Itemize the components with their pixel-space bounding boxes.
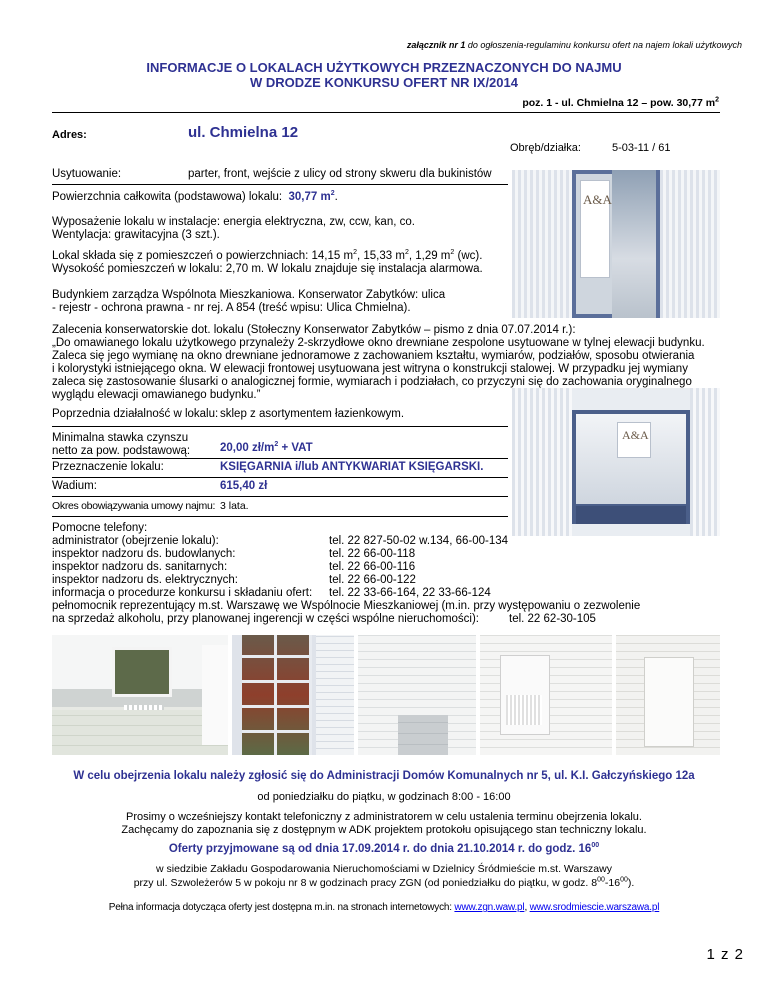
building-block xyxy=(52,289,445,315)
offers-line1: w siedzibie Zakładu Gospodarowania Nieruchomościami w Dzielnicy Śródmieście m.st. Warszawy xyxy=(156,863,612,875)
equipment-block xyxy=(52,216,415,242)
window-display-photo xyxy=(512,388,720,536)
phone-row: informacja o procedurze konkursu i składaniu ofert: tel. 22 33-66-164, 22 33-66-124 xyxy=(52,587,491,599)
location-value: parter, front, wejście z ulicy od strony skweru dla bukinistów xyxy=(188,168,492,180)
conservation-line6: wyglądu elewacji omawianego budynku.” xyxy=(52,389,261,401)
parcel-label: Obręb/działka: xyxy=(510,142,581,154)
prev-rule xyxy=(52,426,508,427)
top-rule xyxy=(52,112,720,113)
offers-line2: przy ul. Szwoleżerów 5 w pokoju nr 8 w godzinach pracy ZGN (od poniedziałku do piątku, w godz. $8^{00}-16^{00}$). xyxy=(133,876,635,889)
position-text: poz. 1 - ul. Chmielna 12 – pow. 30,77 m xyxy=(522,97,716,109)
interior-photo-5 xyxy=(616,635,720,755)
purpose-label: Przeznaczenie lokalu: xyxy=(52,461,164,473)
representative-line1: pełnomocnik reprezentujący m.st. Warszawę we Wspólnocie Mieszkaniowej (m.in. przy występowaniu o zezwolenie xyxy=(52,600,641,612)
equipment-line2: Wentylacja: grawitacyjna (3 szt.). xyxy=(52,229,220,241)
viewing-contact: Prosimy o wcześniejszy kontakt telefoniczny z administratorem w celu ustalenia terminu obejrzenia lokalu. Zachęcamy do zapoznania się z dostępnym w ADK projektem protokołu opisującego stan techniczny lokalu. xyxy=(121,811,647,836)
conservation-line2: „Do omawianego lokalu użytkowego przynależy 2-skrzydłowe okno drewniane zespolone usytuowane w tylnej elewacji budynku. xyxy=(52,337,705,349)
header-note xyxy=(0,40,742,50)
interior-photo-2 xyxy=(232,635,354,755)
area-value: 30,77 $m^2$ xyxy=(288,190,335,203)
purpose-value: KSIĘGARNIA i/lub ANTYKWARIAT KSIĘGARSKI. xyxy=(220,461,484,473)
page-title-line2: W DRODZE KONKURSU OFERT NR IX/2014 xyxy=(250,75,518,90)
phone-row: inspektor nadzoru ds. sanitarnych: tel. 22 66-00-116 xyxy=(52,561,416,573)
building-line2: - rejestr - ochrona prawna - nr rej. A 854 (treść wpisu: Ulica Chmielna). xyxy=(52,302,411,314)
area-line: Powierzchnia całkowita (podstawowa) lokalu: 30,77 $m^2$. xyxy=(52,190,338,203)
deposit-label: Wadium: xyxy=(52,480,97,492)
page-number: 1 z 2 xyxy=(706,946,744,963)
zgn-link[interactable]: www.zgn.waw.pl xyxy=(454,902,525,913)
offers-heading: Oferty przyjmowane są od dnia 17.09.2014 r. do dnia 21.10.2014 r. do godz. $16^{00}$ xyxy=(168,842,600,855)
prev-value: sklep z asortymentem łazienkowym. xyxy=(220,408,405,420)
term-rule xyxy=(52,516,508,517)
interior-photo-1 xyxy=(52,635,228,755)
phone-row: inspektor nadzoru ds. elektrycznych: tel. 22 66-00-122 xyxy=(52,574,416,586)
area-text: Powierzchnia całkowita (podstawowa) lokalu: xyxy=(52,191,283,203)
deposit-rule xyxy=(52,496,508,497)
footer-line: Pełna informacja dotycząca oferty jest dostępna m.in. na stronach internetowych: www.zgn.waw.pl, www.srodmiescie.warszawa.pl xyxy=(108,902,660,913)
rooms-block xyxy=(52,250,483,276)
conservation-line5: zaleca się zastosowanie ślusarki o analogicznej formie, wymiarach i podziałach, co przyczyni się do zachowania oryginalnego xyxy=(52,376,692,388)
interior-photo-4 xyxy=(480,635,612,755)
sign-brand: A&A xyxy=(583,192,612,207)
prev-label: Poprzednia działalność w lokalu: xyxy=(52,408,219,420)
viewing-hours: od poniedziałku do piątku, w godzinach 8:00 - 16:00 xyxy=(257,791,511,803)
address-label: Adres: xyxy=(52,129,87,141)
term-label: Okres obowiązywania umowy najmu: xyxy=(52,500,216,512)
footer-text: Pełna informacja dotycząca oferty jest dostępna m.in. na stronach internetowych: xyxy=(108,902,452,913)
rooms-line1: Lokal składa się z pomieszczeń o powierzchniach: 14,15 $m^2$, 15,33 $m^2$, 1,29 $m^2$ (wc). xyxy=(52,249,483,262)
term-value: 3 lata. xyxy=(220,500,249,512)
location-rule xyxy=(52,184,508,185)
equipment-line1: Wyposażenie lokalu w instalacje: energia elektryczna, zw, ccw, kan, co. xyxy=(52,216,415,228)
storefront-photo xyxy=(512,170,720,318)
phones-list xyxy=(52,535,720,626)
interior-photo-3 xyxy=(358,635,476,755)
location-label: Usytuowanie: xyxy=(52,168,122,180)
deposit-value: 615,40 zł xyxy=(220,480,268,492)
conservation-line3: Zaleca się jego wymianę na okno drewniane jednoramowe z zachowaniem kształtu, wymiarów, podziałów, sposobu otwierania xyxy=(52,350,695,362)
phones-heading: Pomocne telefony: xyxy=(52,522,148,534)
page-title xyxy=(0,60,768,90)
header-note-rest: do ogłoszenia-regulaminu konkursu ofert na najem lokali użytkowych xyxy=(465,40,742,50)
phone-row: administrator (obejrzenie lokalu): tel. 22 827-50-02 w.134, 66-00-134 xyxy=(52,535,509,547)
address-value: ul. Chmielna 12 xyxy=(188,124,299,141)
position-sup: 2 xyxy=(715,96,719,104)
rate-label: Minimalna stawka czynszu netto za pow. podstawową: xyxy=(52,432,191,457)
header-note-bold: załącznik nr 1 xyxy=(406,40,466,50)
parcel-value: 5-03-11 / 61 xyxy=(612,142,671,154)
conservation-line4: i kolorystyki istniejącego okna. W elewacji frontowej usytuowana jest witryna o konstrukcji stalowej. W przypadku jej wymiany xyxy=(52,363,688,375)
rate-rule xyxy=(52,458,508,459)
phone-row: inspektor nadzoru ds. budowlanych: tel. 22 66-00-118 xyxy=(52,548,416,560)
rate-value: 20,00 $zł/m^2$ + VAT xyxy=(220,441,313,454)
purpose-rule xyxy=(52,477,508,478)
building-line1: Budynkiem zarządza Wspólnota Mieszkaniowa. Konserwator Zabytków: ulica xyxy=(52,289,446,301)
position-line xyxy=(0,97,719,109)
page-title-line1: INFORMACJE O LOKALACH UŻYTKOWYCH PRZEZNACZONYCH DO NAJMU xyxy=(146,60,622,75)
rooms-line2: Wysokość pomieszczeń w lokalu: 2,70 m. W lokalu znajduje się instalacja alarmowa. xyxy=(52,263,483,275)
conservation-line1: Zalecenia konserwatorskie dot. lokalu (Stołeczny Konserwator Zabytków – pismo z dnia 07.07.2014 r.): xyxy=(52,324,576,336)
representative-line2: na sprzedaż alkoholu, przy planowanej ingerencji w części wspólne nieruchomości): tel. 22 62-30-105 xyxy=(52,613,596,625)
sign-brand-2: A&A xyxy=(622,428,649,442)
srodmiescie-link[interactable]: www.srodmiescie.warszawa.pl xyxy=(529,902,660,913)
viewing-heading: W celu obejrzenia lokalu należy zgłosić się do Administracji Domów Komunalnych nr 5, ul. K.I. Gałczyńskiego 12a xyxy=(73,770,695,782)
